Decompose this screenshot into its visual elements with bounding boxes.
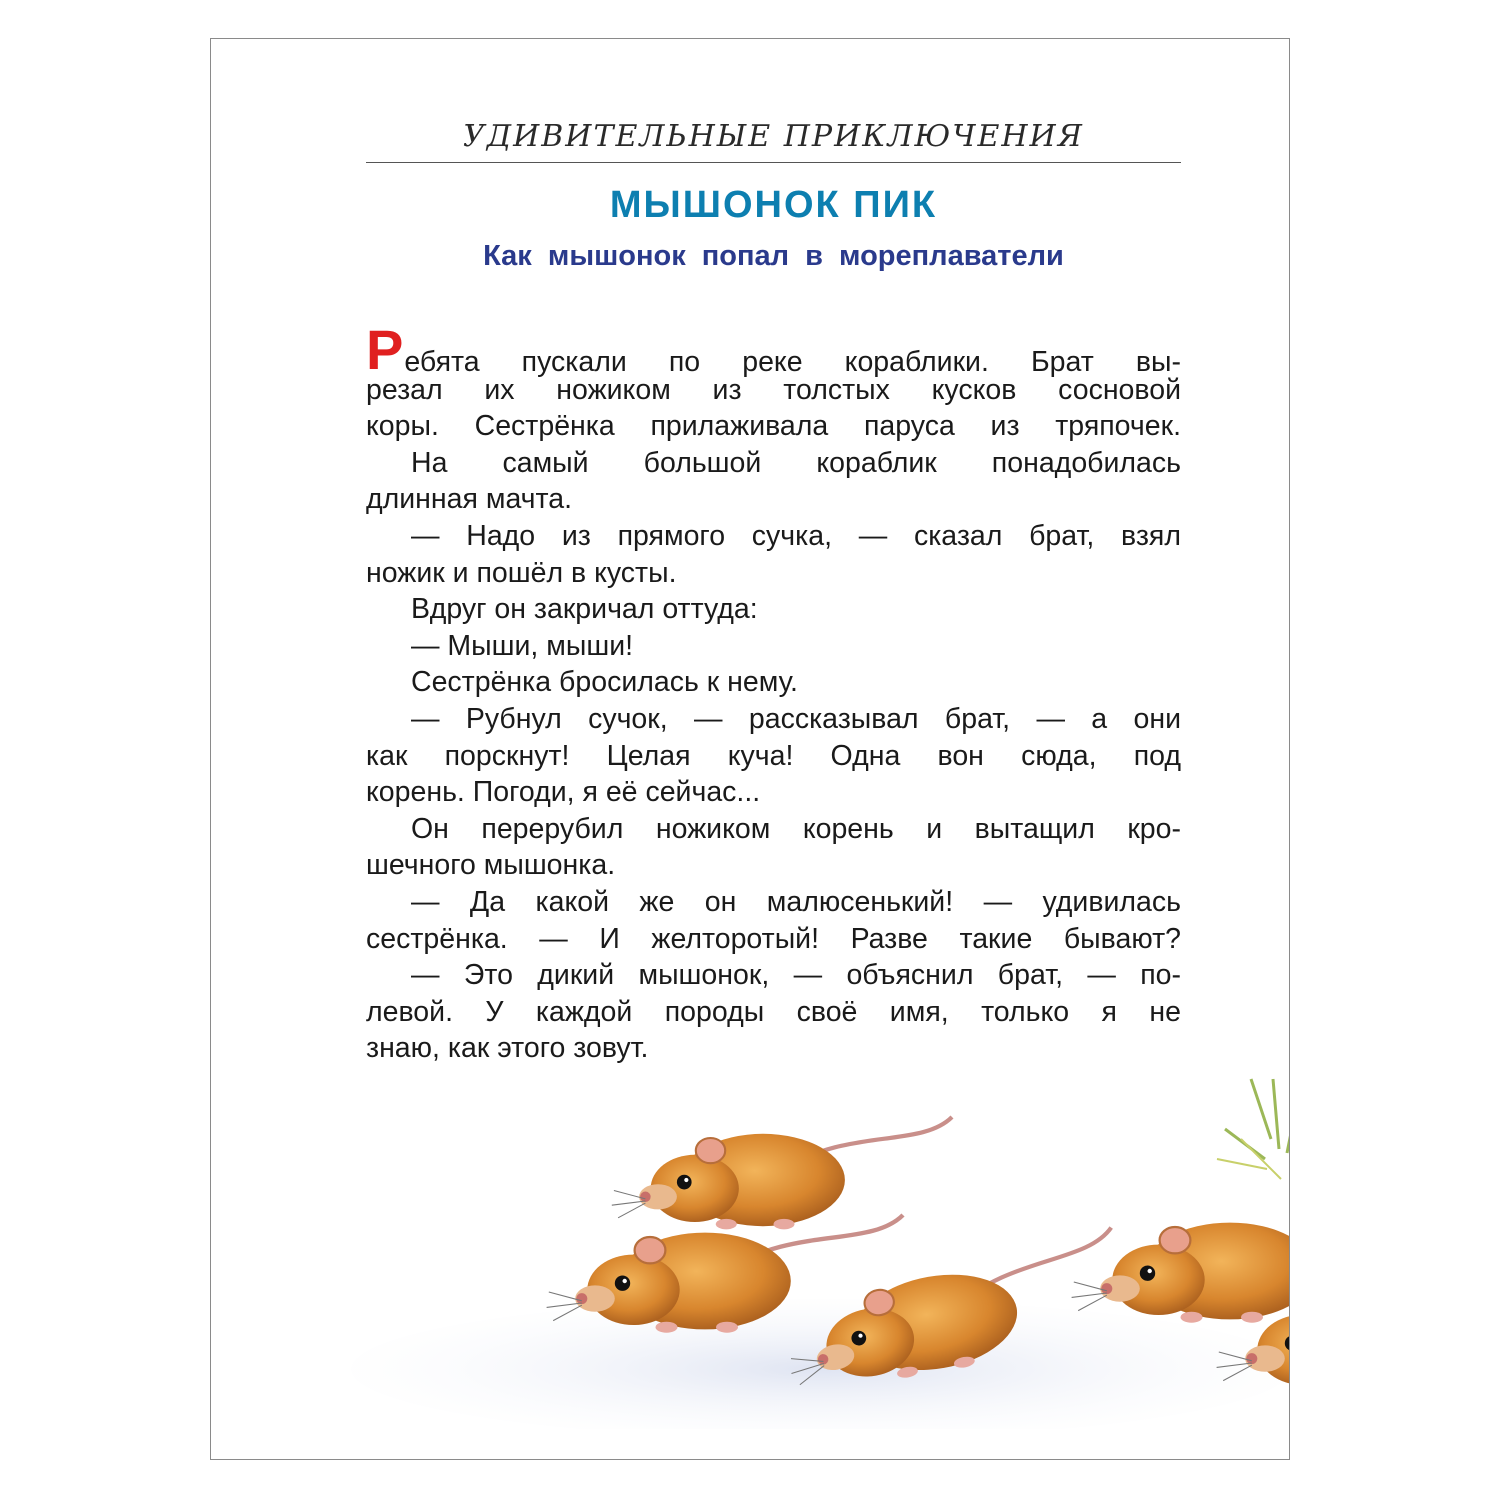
- story-text: [366, 318, 1181, 1067]
- text-line: Он перерубил ножиком корень и вытащил кро-: [411, 812, 1181, 845]
- text-line: — Надо из прямого сучка, — сказал брат, взял: [411, 519, 1181, 552]
- text-line: — Да какой же он малюсенький! — удивилась: [411, 885, 1181, 918]
- mice-illustration: [341, 1069, 1290, 1429]
- text-line: как порскнут! Целая куча! Одна вон сюда, под: [366, 739, 1181, 772]
- text-line: коры. Сестрёнка прилаживала паруса из тряпочек.: [366, 410, 1181, 443]
- text-line: ножик и пошёл в кусты.: [366, 556, 677, 589]
- text-line: — Это дикий мышонок, — объяснил брат, — по-: [411, 959, 1181, 992]
- text-line: — Рубнул сучок, — рассказывал брат, — а они: [411, 702, 1181, 735]
- story-title: МЫШОНОК ПИК: [609, 184, 938, 226]
- text-line: корень. Погоди, я её сейчас...: [366, 776, 761, 809]
- text-line: левой. У каждой породы своё имя, только я не: [366, 995, 1181, 1028]
- text-line: длинная мачта.: [366, 483, 573, 516]
- drop-cap: Р: [366, 318, 404, 381]
- header-rule: [366, 162, 1181, 163]
- text-line: резал их ножиком из толстых кусков сосновой: [366, 373, 1181, 406]
- text-line-content: ебята пускали по реке кораблики. Брат вы-: [404, 346, 1181, 378]
- text-line: Сестрёнка бросилась к нему.: [411, 666, 798, 699]
- text-line: Вдруг он закричал оттуда:: [411, 593, 758, 626]
- text-line: сестрёнка. — И желторотый! Разве такие бывают?: [366, 922, 1181, 955]
- chapter-subtitle: Как мышонок попал в мореплаватели: [483, 240, 1064, 272]
- text-line: шечного мышонка.: [366, 849, 616, 882]
- book-page: [210, 38, 1290, 1460]
- text-line: — Мыши, мыши!: [411, 629, 634, 662]
- text-line: На самый большой кораблик понадобилась: [411, 446, 1181, 479]
- running-head: УДИВИТЕЛЬНЫЕ ПРИКЛЮЧЕНИЯ: [463, 119, 1084, 154]
- text-line: [366, 318, 1181, 381]
- text-line: знаю, как этого зовут.: [366, 1032, 649, 1065]
